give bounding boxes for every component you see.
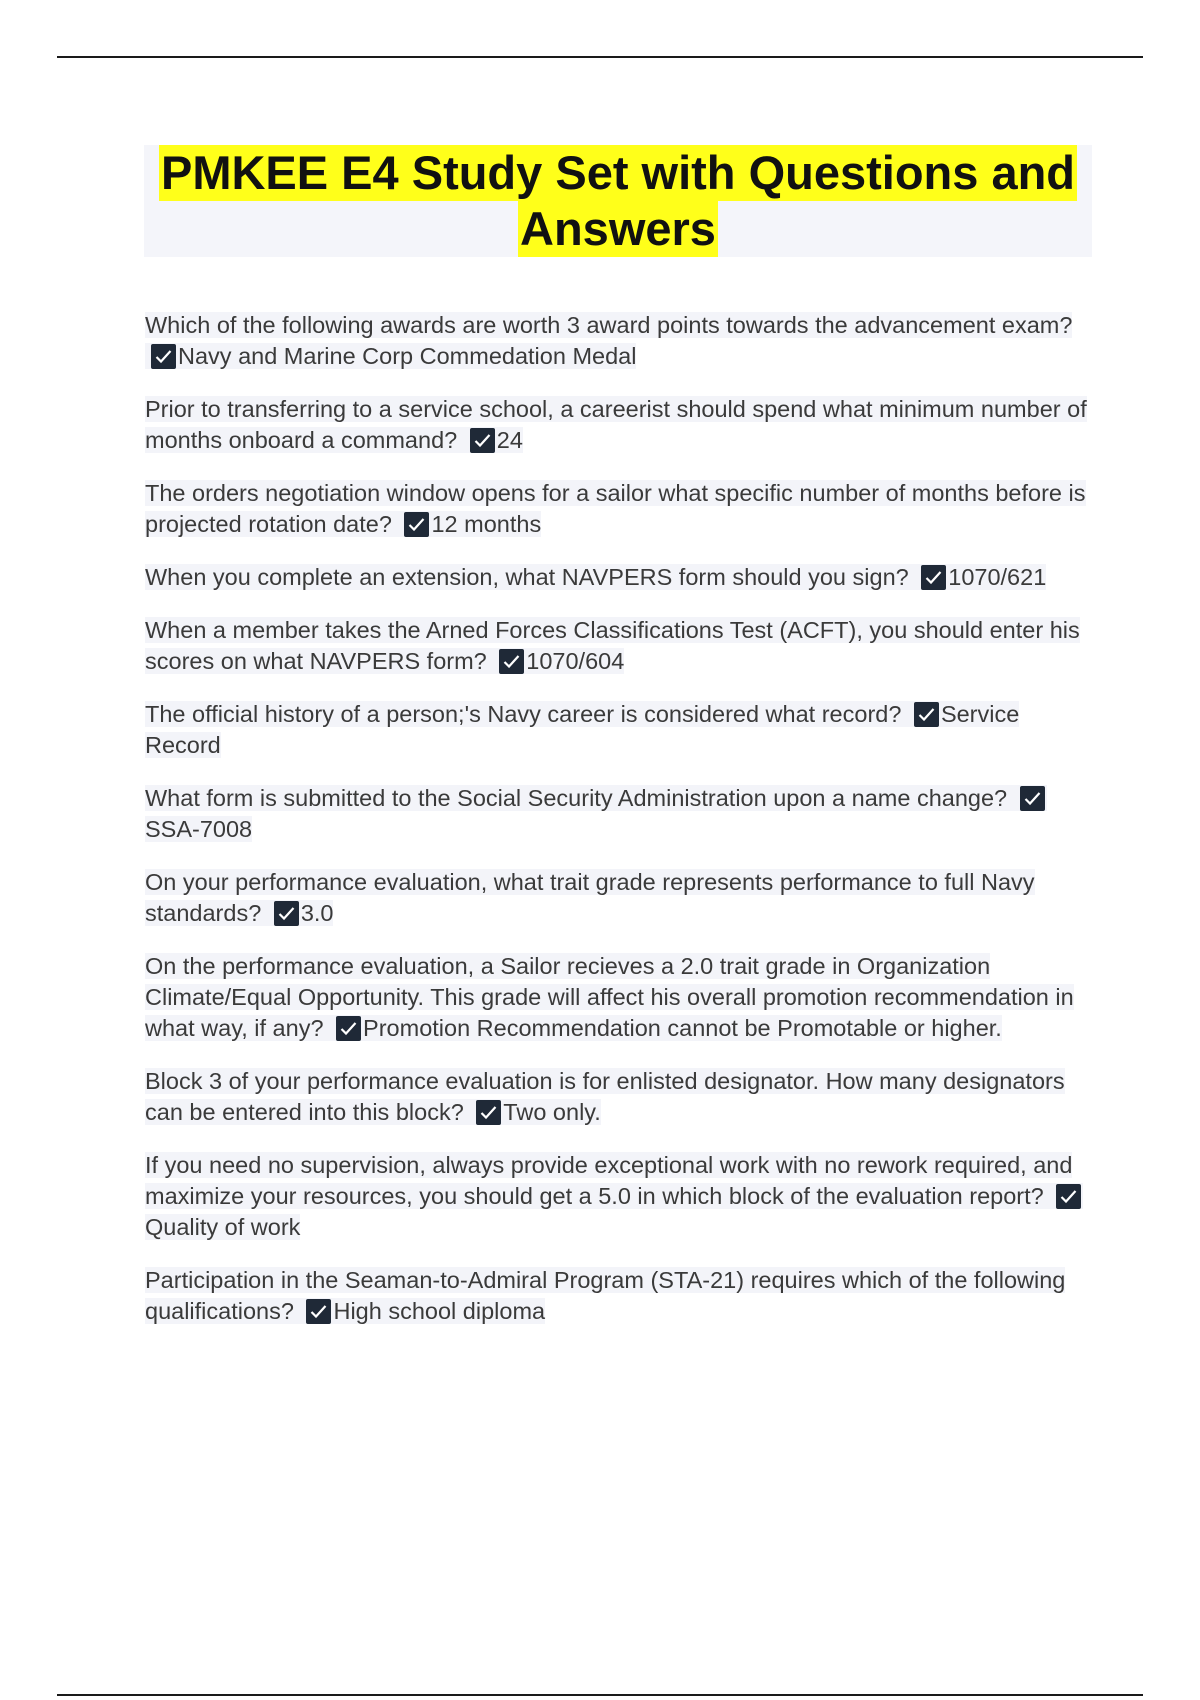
- bottom-divider: [57, 1694, 1143, 1696]
- qa-item: [145, 615, 1095, 677]
- qa-item: [145, 394, 1095, 456]
- qa-item: [145, 951, 1095, 1044]
- answer-text: SSA-7008: [145, 816, 253, 842]
- title-line-1: PMKEE E4 Study Set with Questions and: [160, 146, 1076, 199]
- answer-text: 24: [496, 427, 523, 453]
- checkmark-icon: [476, 1100, 501, 1125]
- question-text: What form is submitted to the Social Security Administration upon a name change?: [145, 785, 1008, 811]
- checkmark-icon: [914, 702, 939, 727]
- checkmark-icon: [499, 649, 524, 674]
- qa-item: [145, 1066, 1095, 1128]
- question-text: The official history of a person;'s Navy career is considered what record?: [145, 701, 902, 727]
- qa-list: [145, 310, 1095, 1349]
- page-title: [144, 145, 1092, 257]
- checkmark-icon: [1020, 786, 1045, 811]
- answer-text: 12 months: [431, 511, 542, 537]
- question-text: If you need no supervision, always provide exceptional work with no rework required, and maximize your resources, you should get a 5.0 in which block of the evaluation report?: [145, 1152, 1073, 1209]
- checkmark-icon: [306, 1299, 331, 1324]
- qa-item: [145, 310, 1095, 372]
- qa-item: [145, 1265, 1095, 1327]
- question-text: On your performance evaluation, what trait grade represents performance to full Navy standards?: [145, 869, 1035, 926]
- qa-item: [145, 699, 1095, 761]
- checkmark-icon: [404, 512, 429, 537]
- question-text: When a member takes the Arned Forces Classifications Test (ACFT), you should enter his scores on what NAVPERS form?: [145, 617, 1080, 674]
- top-divider: [57, 56, 1143, 58]
- checkmark-icon: [1056, 1184, 1081, 1209]
- question-text: When you complete an extension, what NAVPERS form should you sign?: [145, 564, 909, 590]
- question-text: Participation in the Seaman-to-Admiral Program (STA-21) requires which of the following qualifications?: [145, 1267, 1066, 1324]
- question-text: The orders negotiation window opens for a sailor what specific number of months before is projected rotation date?: [145, 480, 1086, 537]
- qa-item: [145, 562, 1095, 593]
- answer-text: Service Record: [145, 701, 1020, 758]
- answer-text: Promotion Recommendation cannot be Promotable or higher.: [363, 1015, 1002, 1041]
- question-text: Prior to transferring to a service school, a careerist should spend what minimum number of months onboard a command?: [145, 396, 1087, 453]
- question-text: Block 3 of your performance evaluation is for enlisted designator. How many designators can be entered into this block?: [145, 1068, 1065, 1125]
- checkmark-icon: [336, 1016, 361, 1041]
- qa-item: [145, 783, 1095, 845]
- answer-text: Navy and Marine Corp Commedation Medal: [178, 343, 637, 369]
- qa-item: [145, 478, 1095, 540]
- title-line-2: Answers: [520, 202, 716, 255]
- answer-text: 1070/604: [526, 648, 625, 674]
- answer-text: 3.0: [300, 900, 334, 926]
- question-text: Which of the following awards are worth 3 award points towards the advancement exam?: [145, 312, 1073, 338]
- question-text: On the performance evaluation, a Sailor recieves a 2.0 trait grade in Organization Climate/Equal Opportunity. This grade will affect his overall promotion recommendation in what way, if any?: [145, 953, 1074, 1041]
- checkmark-icon: [151, 344, 176, 369]
- qa-item: [145, 1150, 1095, 1243]
- qa-item: [145, 867, 1095, 929]
- answer-text: Two only.: [503, 1099, 601, 1125]
- checkmark-icon: [470, 428, 495, 453]
- answer-text: Quality of work: [145, 1214, 301, 1240]
- checkmark-icon: [274, 901, 299, 926]
- answer-text: 1070/621: [948, 564, 1047, 590]
- checkmark-icon: [921, 565, 946, 590]
- answer-text: High school diploma: [333, 1298, 546, 1324]
